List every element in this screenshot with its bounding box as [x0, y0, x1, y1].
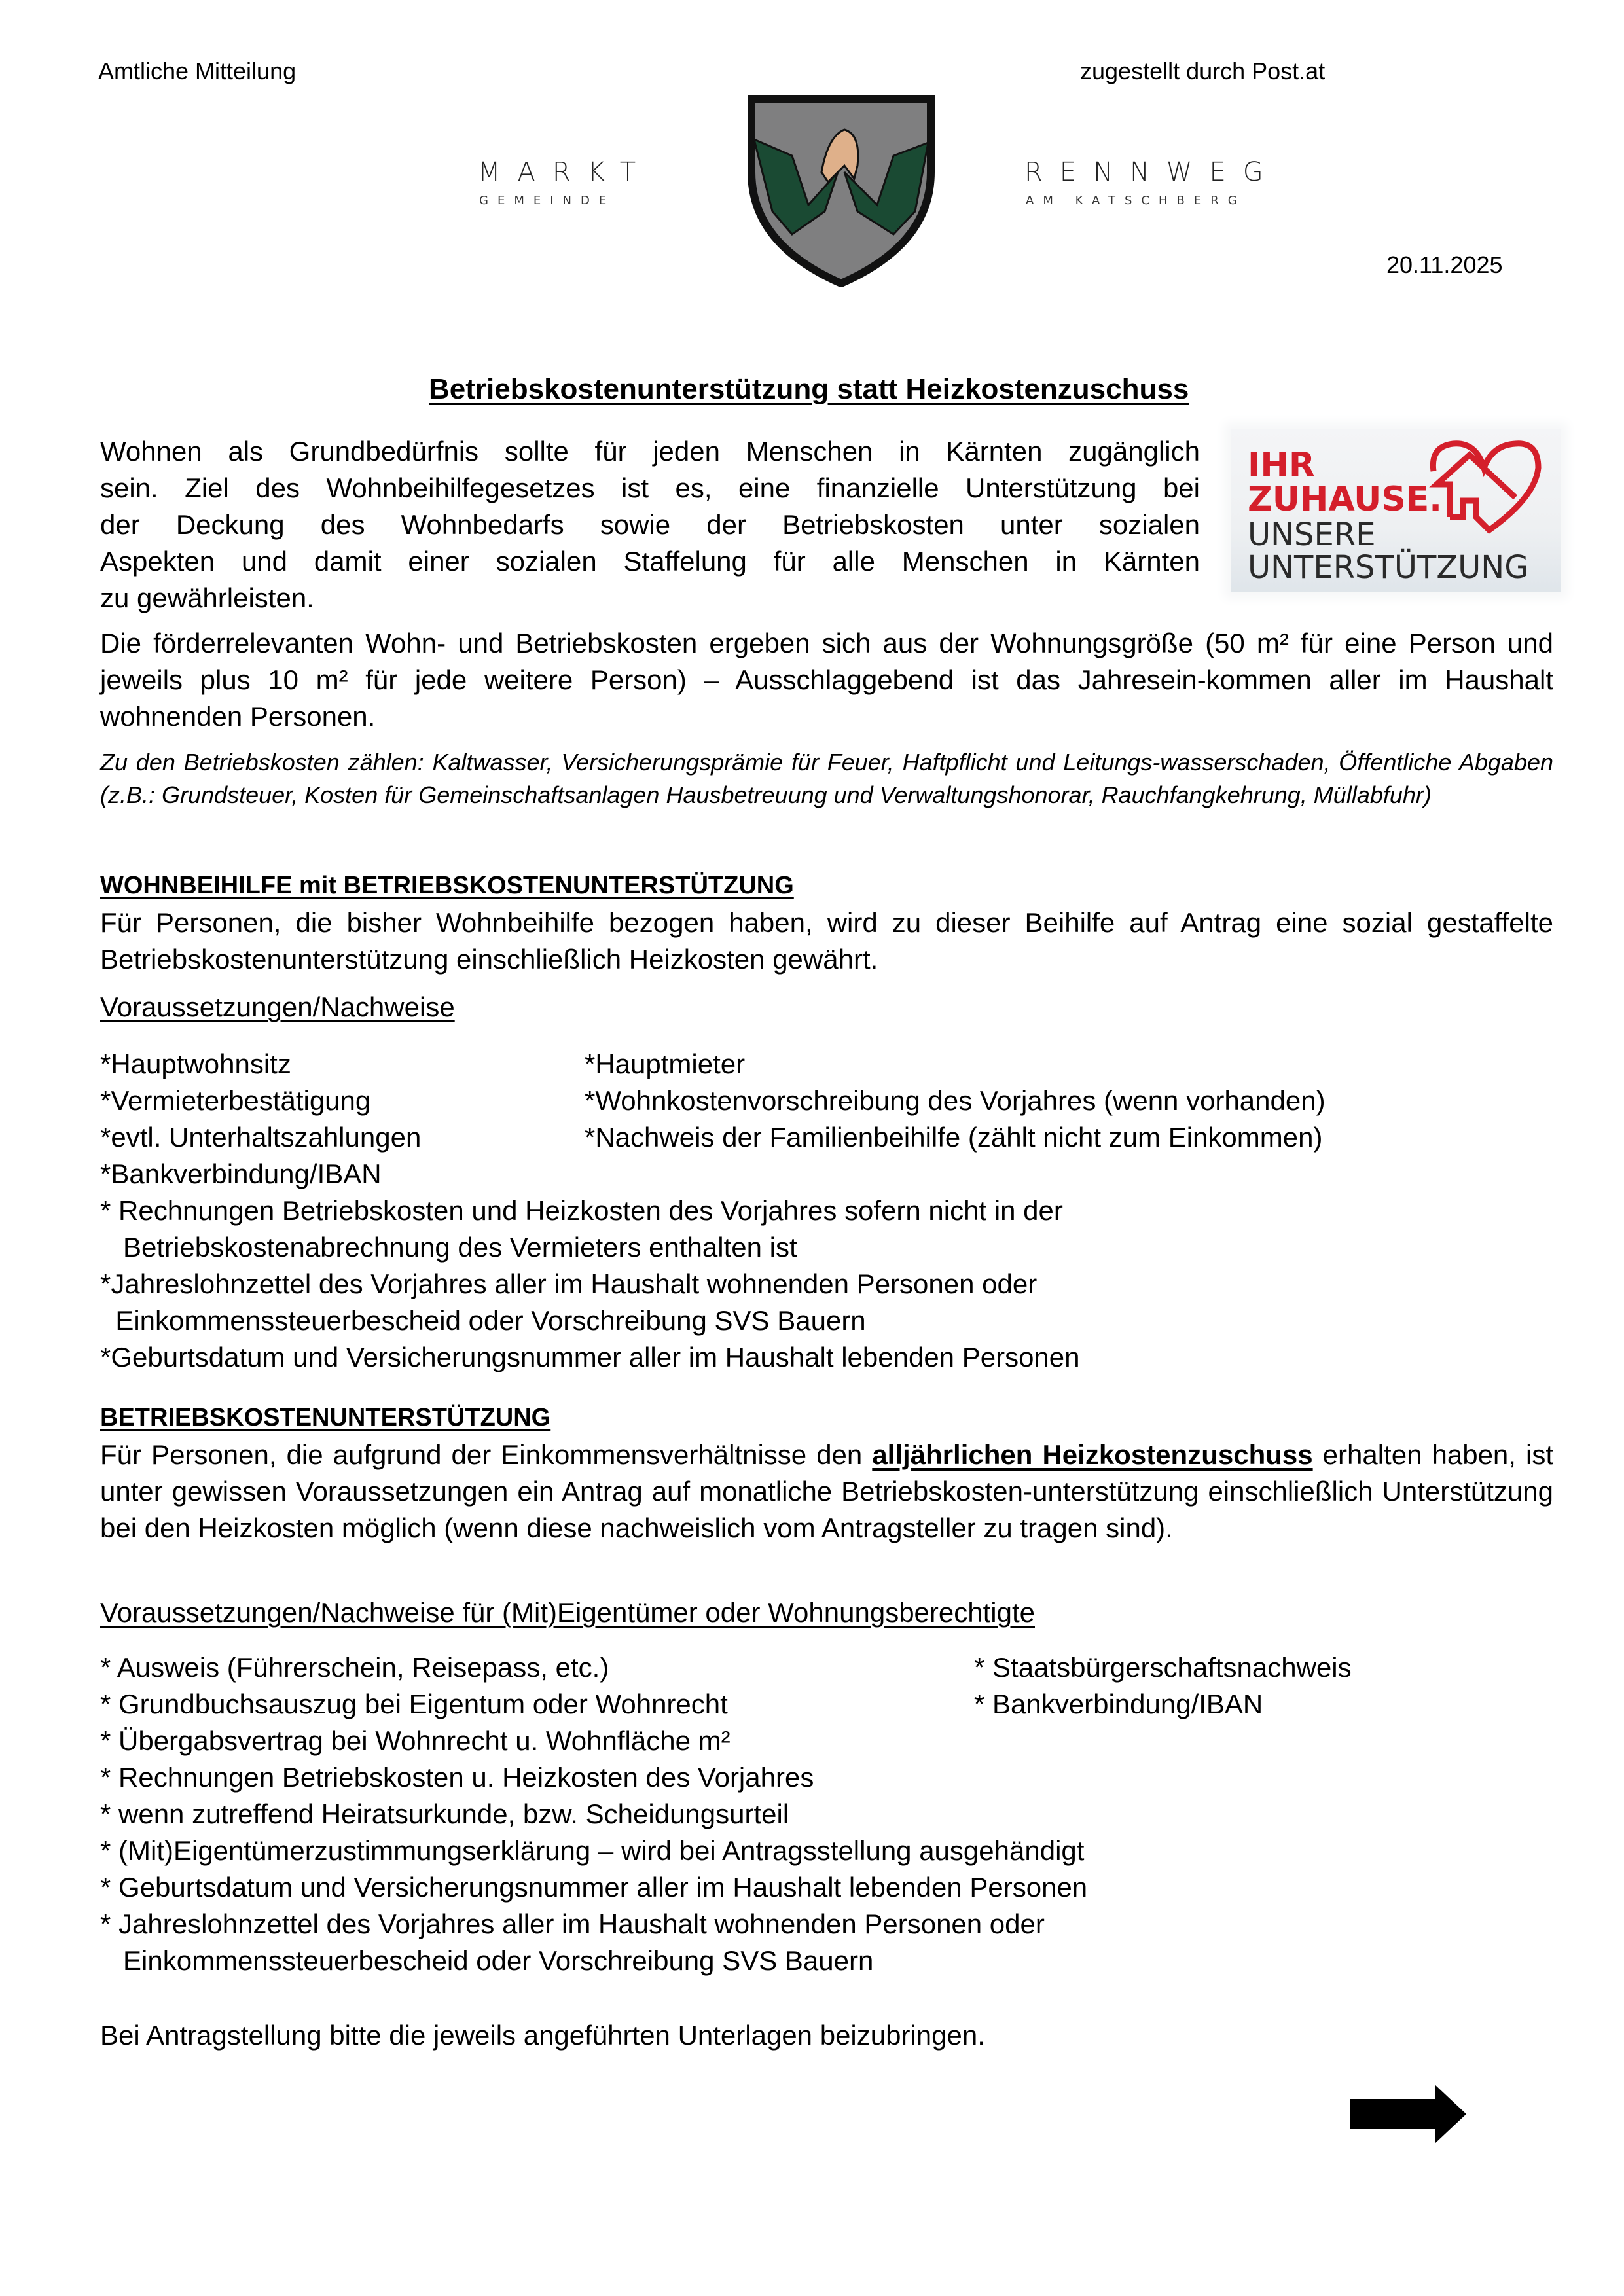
requirement-item: * Bankverbindung/IBAN	[974, 1689, 1263, 1719]
section2-text-start: Für Personen, die aufgrund der Einkommensverhältnisse den	[100, 1439, 873, 1470]
requirements-row	[100, 1119, 1553, 1156]
requirement-item: * Rechnungen Betriebskosten u. Heizkosten des Vorjahres	[100, 1762, 814, 1793]
brand-rennweg: RENNWEG	[1024, 157, 1280, 187]
requirement-item: *Bankverbindung/IBAN	[100, 1158, 382, 1189]
requirement-item: * Geburtsdatum und Versicherungsnummer aller im Haushalt lebenden Personen	[100, 1872, 1088, 1903]
requirements-row	[100, 1083, 1553, 1119]
intro-paragraph	[100, 433, 1200, 617]
delivery-note: zugestellt durch Post.at	[1080, 58, 1326, 84]
intro-line: Aspekten und damit einer sozialen Staffelung für alle Menschen in Kärnten	[100, 546, 1200, 577]
requirement-item: *Jahreslohnzettel des Vorjahres aller im Haushalt wohnenden Personen oder	[100, 1268, 1038, 1299]
requirements-row	[100, 1156, 1553, 1193]
section2-requirements-heading: Voraussetzungen/Nachweise für (Mit)Eigentümer oder Wohnungsberechtigte	[100, 1597, 1035, 1628]
coat-of-arms-icon	[746, 94, 936, 287]
section2-text	[100, 1437, 1553, 1547]
requirement-item-continued: Einkommenssteuerbescheid oder Vorschreibung SVS Bauern	[100, 1945, 874, 1976]
requirement-item: * Jahreslohnzettel des Vorjahres aller im Haushalt wohnenden Personen oder	[100, 1909, 1045, 1939]
intro-paragraph-2: Die förderrelevanten Wohn- und Betriebskosten ergeben sich aus der Wohnungsgröße (50 m² für eine Person und jeweils plus 10 m² für jede weitere Person) – Ausschlaggebend ist das Jahresein-kommen aller im Haushalt wohnenden Personen.	[100, 628, 1553, 732]
brand-gemeinde: GEMEINDE	[479, 194, 616, 207]
intro-line: sein. Ziel des Wohnbeihilfegesetzes ist es, eine finanzielle Unterstützung bei	[100, 473, 1200, 503]
logo-text-unterstuetzung: UNTERSTÜTZUNG	[1248, 549, 1529, 586]
requirement-item-continued: Einkommenssteuerbescheid oder Vorschreibung SVS Bauern	[100, 1305, 866, 1336]
campaign-logo	[1231, 429, 1561, 592]
requirement-item: *Vermieterbestätigung	[100, 1085, 371, 1116]
heart-house-icon	[1424, 439, 1545, 546]
requirement-item: *evtl. Unterhaltszahlungen	[100, 1122, 422, 1153]
section-heading-wohnbeihilfe: WOHNBEIHILFE mit BETRIEBSKOSTENUNTERSTÜTZUNG	[100, 872, 794, 899]
intro-line: der Deckung des Wohnbedarfs sowie der Betriebskosten unter sozialen	[100, 509, 1200, 540]
logo-text-unsere: UNSERE	[1248, 516, 1376, 553]
requirement-item: * Übergabsvertrag bei Wohnrecht u. Wohnfläche m²	[100, 1725, 731, 1756]
requirement-item: * wenn zutreffend Heiratsurkunde, bzw. Scheidungsurteil	[100, 1799, 789, 1829]
requirement-item: * (Mit)Eigentümerzustimmungserklärung – wird bei Antragsstellung ausgehändigt	[100, 1835, 1085, 1866]
logo-text-ihr: IHR	[1248, 446, 1315, 485]
intro-line: Wohnen als Grundbedürfnis sollte für jeden Menschen in Kärnten zugänglich	[100, 436, 1200, 467]
arrow-right-icon	[1350, 2085, 1468, 2146]
section1-requirements-grid	[100, 1046, 1553, 1376]
requirement-item: *Geburtsdatum und Versicherungsnummer aller im Haushalt lebenden Personen	[100, 1342, 1080, 1372]
requirement-item-continued: Betriebskostenabrechnung des Vermieters enthalten ist	[100, 1232, 797, 1263]
section2-requirements-grid	[100, 1649, 1553, 1979]
requirement-item: *Wohnkostenvorschreibung des Vorjahres (wenn vorhanden)	[585, 1085, 1326, 1116]
requirements-row	[100, 1686, 1553, 1723]
operating-costs-note: Zu den Betriebskosten zählen: Kaltwasser, Versicherungsprämie für Feuer, Haftpflicht und Leitungs-wasserschaden, Öffentliche Abgaben (z.B.: Grundsteuer, Kosten für Gemeinschaftsanlagen Hausbetreuung und Verwaltungshonorar, Rauchfangkehrung, Müllabfuhr)	[100, 749, 1553, 808]
section2-text-end: erhalten haben, ist unter gewissen Voraussetzungen ein Antrag auf monatliche Betriebskosten-unterstützung einschließlich Unterstützung bei den Heizkosten möglich (wenn diese nachweislich vom Antragsteller zu tragen sind).	[100, 1439, 1554, 1543]
requirement-item: * Grundbuchsauszug bei Eigentum oder Wohnrecht	[100, 1689, 728, 1719]
requirements-row	[100, 1046, 1553, 1083]
requirement-item: *Hauptmieter	[585, 1049, 746, 1079]
requirements-row	[100, 1649, 1553, 1686]
section-heading-betriebskosten: BETRIEBSKOSTENUNTERSTÜTZUNG	[100, 1404, 551, 1431]
requirement-item: * Ausweis (Führerschein, Reisepass, etc.)	[100, 1652, 609, 1683]
intro-line: zu gewährleisten.	[100, 583, 314, 613]
brand-am-katschberg: AM KATSCHBERG	[1026, 194, 1246, 207]
requirement-item: *Hauptwohnsitz	[100, 1049, 291, 1079]
closing-note: Bei Antragstellung bitte die jeweils angeführten Unterlagen beizubringen.	[100, 2020, 985, 2051]
logo-text-zuhause: ZUHAUSE.	[1248, 480, 1443, 519]
requirement-item: * Staatsbürgerschaftsnachweis	[974, 1652, 1352, 1683]
document-date: 20.11.2025	[1386, 251, 1503, 278]
section1-text: Für Personen, die bisher Wohnbeihilfe bezogen haben, wird zu dieser Beihilfe auf Antrag eine sozial gestaffelte Betriebskostenunterstützung einschließlich Heizkosten gewährt.	[100, 907, 1553, 975]
page-title: Betriebskostenunterstützung statt Heizkostenzuschuss	[429, 373, 1189, 405]
section1-requirements-heading: Voraussetzungen/Nachweise	[100, 992, 455, 1022]
requirement-item: * Rechnungen Betriebskosten und Heizkosten des Vorjahres sofern nicht in der	[100, 1195, 1063, 1226]
brand-markt: MARKT	[478, 157, 653, 187]
emphasis-heizkostenzuschuss: alljährlichen Heizkostenzuschuss	[872, 1439, 1313, 1470]
requirement-item: *Nachweis der Familienbeihilfe (zählt nicht zum Einkommen)	[585, 1122, 1323, 1153]
official-notice-label: Amtliche Mitteilung	[98, 58, 297, 84]
